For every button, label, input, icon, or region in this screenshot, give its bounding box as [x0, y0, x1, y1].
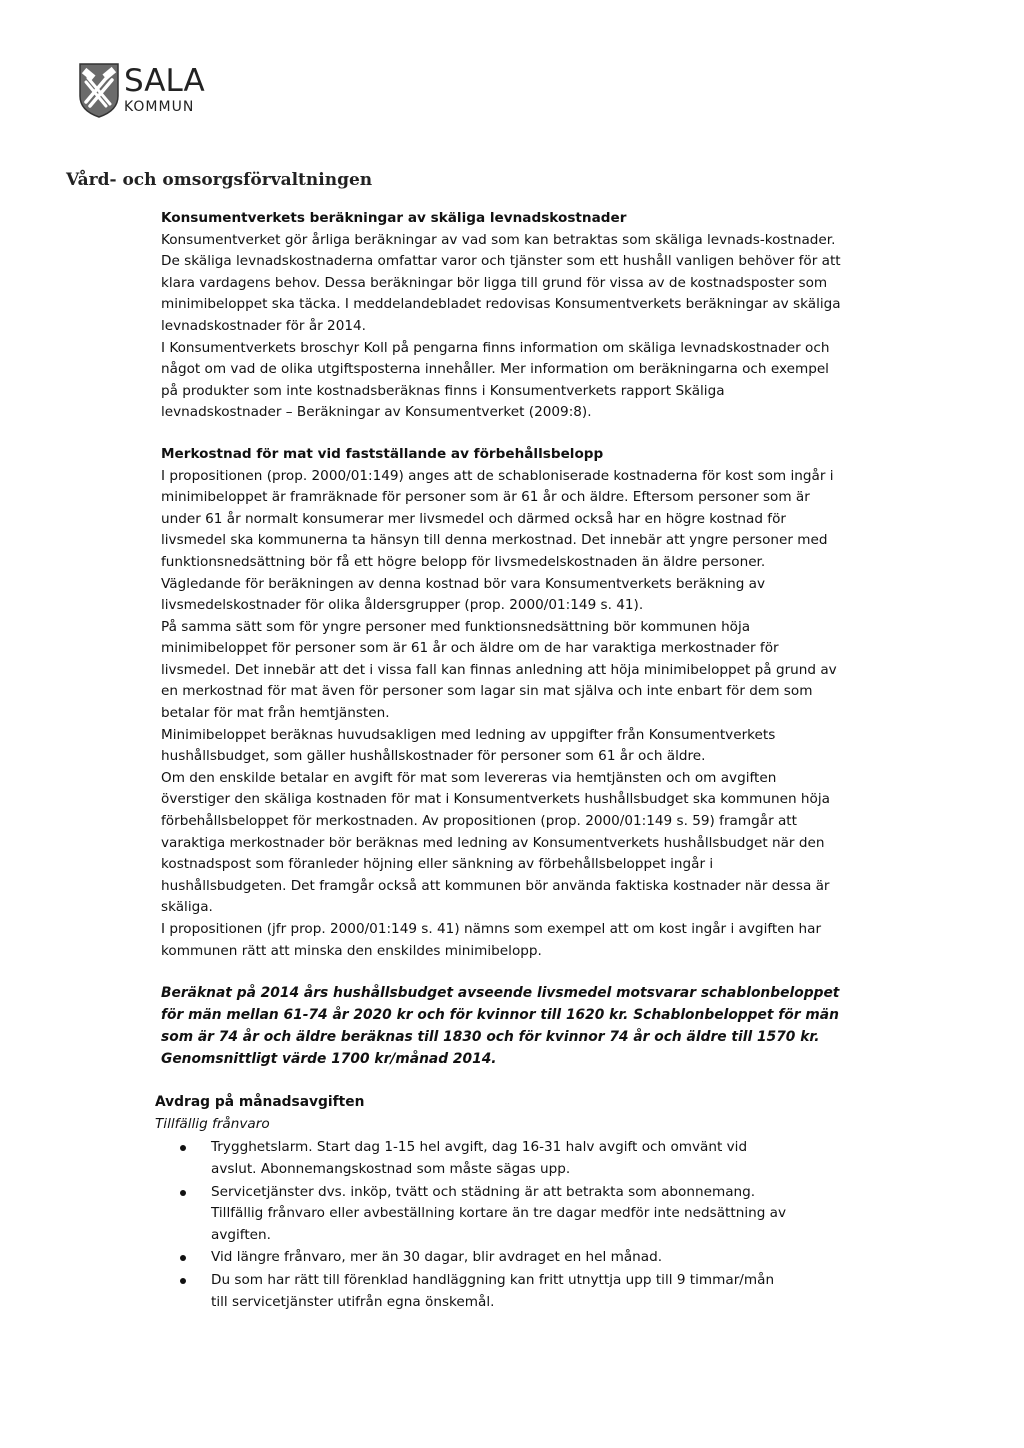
list-item [155, 1137, 795, 1180]
paragraph: Konsumentverket gör årliga beräkningar av vad som kan betraktas som skäliga levnads-kostnader. De skäliga levnadskostnaderna omfattar varor och tjänster som ett hushåll vanligen behöver för att klara vardagens behov. Dessa beräkningar bör ligga till grund för vissa av de kostnadsposter som minimibeloppet ska täcka. I meddelandebladet redovisas Konsumentverkets beräkningar av skäliga levnadskostnader för år 2014. [161, 231, 841, 334]
paragraph: I propositionen (prop. 2000/01:149) anges att de schabloniserade kostnaderna för kost som ingår i minimibeloppet är framräknade för personer som är 61 år och äldre. Eftersom personer som är under 61 år normalt konsumerar mer livsmedel och därmed också har en högre kostnad för livsmedel ska kommunerna ta hänsyn till denna merkostnad. Det innebär att yngre personer med funktionsnedsättning bör få ett högre belopp för livsmedelskostnaden än äldre personer. Vägledande för beräkningen av denna kostnad bör vara Konsumentverkets beräkning av livsmedelskostnader för olika åldersgrupper (prop. 2000/01:149 s. 41). [161, 467, 834, 614]
section-heading: Merkostnad för mat vid fastställande av förbehållsbelopp [161, 445, 604, 462]
logo-title: SALA [124, 63, 205, 99]
list-item-text: Vid längre frånvaro, mer än 30 dagar, blir avdraget en hel månad. [211, 1249, 663, 1266]
bullet-icon [180, 1255, 186, 1261]
section-food-extra-cost [161, 444, 841, 962]
list-item [155, 1270, 795, 1313]
section-consumer-calculations [161, 208, 841, 424]
emphasis-paragraph: Beräknat på 2014 års hushållsbudget avseende livsmedel motsvarar schablonbeloppet för män mellan 61-74 år 2020 kr och för kvinnor till 1620 kr. Schablonbeloppet för män som är 74 år och äldre beräknas till 1830 och för kvinnor 74 år och äldre till 1570 kr. Genomsnittligt värde 1700 kr/månad 2014. [161, 985, 840, 1068]
municipality-logo [78, 62, 278, 124]
bullet-icon [180, 1145, 186, 1151]
section-fee-deduction [155, 1092, 841, 1313]
bullet-icon [180, 1278, 186, 1284]
logo-subtitle: KOMMUN [124, 99, 195, 115]
section-heading: Avdrag på månadsavgiften [155, 1094, 365, 1111]
coat-of-arms-icon [78, 62, 120, 118]
bullet-list [155, 1137, 795, 1313]
document-body [155, 208, 841, 1314]
list-item-text: Du som har rätt till förenklad handläggning kan fritt utnyttja upp till 9 timmar/mån till servicetjänster utifrån egna önskemål. [211, 1271, 775, 1310]
section-heading: Konsumentverkets beräkningar av skäliga levnadskostnader [161, 210, 627, 226]
list-item-text: Trygghetslarm. Start dag 1-15 hel avgift, dag 16-31 halv avgift och omvänt vid avslut. Abonnemangskostnad som måste sägas upp. [211, 1139, 748, 1177]
list-item-text: Servicetjänster dvs. inköp, tvätt och städning är att betrakta som abonnemang. Tillfällig frånvaro eller avbeställning kortare än tre dagar medför inte nedsättning av avgiften. [211, 1183, 787, 1243]
paragraph: I propositionen (jfr prop. 2000/01:149 s. 41) nämns som exempel att om kost ingår i avgiften har kommunen rätt att minska den enskildes minimibelopp. [161, 921, 822, 959]
list-item [155, 1182, 795, 1247]
paragraph: Minimibeloppet beräknas huvudsakligen med ledning av uppgifter från Konsumentverkets hushållsbudget, som gäller hushållskostnader för personer som 61 år och äldre. [161, 726, 776, 765]
paragraph: I Konsumentverkets broschyr Koll på pengarna finns information om skäliga levnadskostnader och något om vad de olika utgiftsposterna innehåller. Mer information om beräkningarna och exempel på produkter som inte kostnadsberäknas finns i Konsumentverkets rapport Skäliga levnadskostnader – Beräkningar av Konsumentverket (2009:8). [161, 339, 830, 421]
list-item [155, 1247, 795, 1269]
paragraph: Om den enskilde betalar en avgift för mat som levereras via hemtjänsten och om avgiften överstiger den skäliga kostnaden för mat i Konsumentverkets hushållsbudget ska kommunen höja förbehållsbeloppet för merkostnaden. Av propositionen (prop. 2000/01:149 s. 59) framgår att varaktiga merkostnader bör beräknas med ledning av Konsumentverkets hushållsbudget när den kostnadspost som föranleder höjning eller sänkning av förbehållsbeloppet ingår i hushållsbudgeten. Det framgår också att kommunen bör använda faktiska kostnader när dessa är skäliga. [161, 769, 830, 916]
organization-name: Vård- och omsorgsförvaltningen [66, 170, 373, 190]
bullet-icon [180, 1190, 186, 1196]
section-subheading: Tillfällig frånvaro [155, 1115, 270, 1132]
paragraph: På samma sätt som för yngre personer med funktionsnedsättning bör kommunen höja minimibeloppet för personer som är 61 år och äldre om de har varaktiga merkostnader för livsmedel. Det innebär att det i vissa fall kan finnas anledning att höja minimibeloppet på grund av en merkostnad för mat även för personer som lagar sin mat själva och inte enbart för dem som betalar för mat från hemtjänsten. [161, 618, 837, 722]
